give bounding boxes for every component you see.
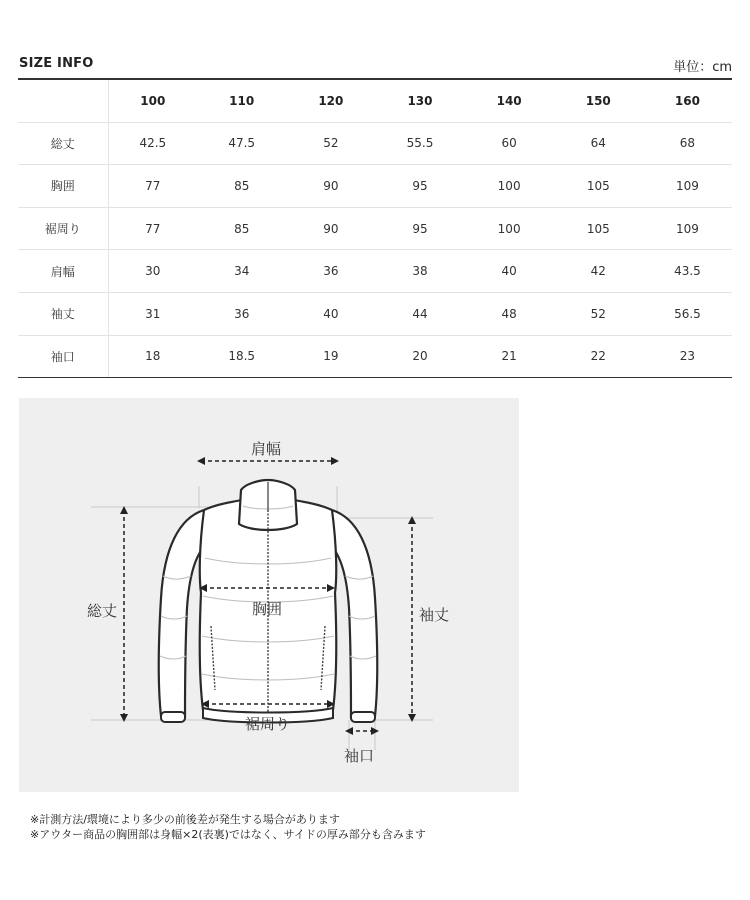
table-cell: 40	[465, 250, 554, 293]
table-cell: 40	[286, 292, 375, 335]
table-cell: 48	[465, 292, 554, 335]
table-cell: 19	[286, 335, 375, 378]
table-cell: 47.5	[197, 122, 286, 165]
table-cell: 100	[465, 207, 554, 250]
table-row	[18, 207, 732, 250]
size-header-row	[18, 79, 732, 122]
table-cell: 109	[643, 207, 732, 250]
note-line: ※計測方法/環境により多少の前後差が発生する場合があります	[30, 813, 340, 826]
table-cell: 18	[108, 335, 197, 378]
table-cell: 36	[286, 250, 375, 293]
size-col-header: 160	[643, 79, 732, 122]
table-cell: 44	[375, 292, 464, 335]
table-cell: 23	[643, 335, 732, 378]
table-cell: 55.5	[375, 122, 464, 165]
row-label: 総丈	[18, 122, 108, 165]
row-label: 肩幅	[18, 250, 108, 293]
table-cell: 95	[375, 207, 464, 250]
note-line: ※アウター商品の胸囲部は身幅×2(表裏)ではなく、サイドの厚み部分も含みます	[30, 828, 426, 841]
table-cell: 90	[286, 207, 375, 250]
size-info-title: SIZE INFO	[19, 56, 94, 71]
size-col-header: 120	[286, 79, 375, 122]
table-row	[18, 165, 732, 208]
table-cell: 68	[643, 122, 732, 165]
table-cell: 77	[108, 207, 197, 250]
table-cell: 21	[465, 335, 554, 378]
unit-label: 単位：cm	[673, 60, 732, 75]
table-cell: 85	[197, 207, 286, 250]
table-row	[18, 335, 732, 378]
row-label: 胸囲	[18, 165, 108, 208]
table-cell: 38	[375, 250, 464, 293]
table-row	[18, 292, 732, 335]
sleeve-label: 袖丈	[419, 606, 450, 624]
hem-label: 裾周り	[245, 715, 291, 733]
table-cell: 77	[108, 165, 197, 208]
cuff-label: 袖口	[344, 747, 375, 765]
shoulder-label: 肩幅	[251, 440, 282, 458]
table-cell: 56.5	[643, 292, 732, 335]
row-label: 袖丈	[18, 292, 108, 335]
table-cell: 20	[375, 335, 464, 378]
table-cell: 52	[286, 122, 375, 165]
table-cell: 105	[554, 207, 643, 250]
table-cell: 64	[554, 122, 643, 165]
table-cell: 105	[554, 165, 643, 208]
table-cell: 42	[554, 250, 643, 293]
table-cell: 31	[108, 292, 197, 335]
table-cell: 100	[465, 165, 554, 208]
table-row	[18, 250, 732, 293]
table-row	[18, 122, 732, 165]
table-cell: 95	[375, 165, 464, 208]
size-col-header: 100	[108, 79, 197, 122]
row-label: 袖口	[18, 335, 108, 378]
chest-label: 胸囲	[252, 600, 283, 618]
table-cell: 60	[465, 122, 554, 165]
table-cell: 52	[554, 292, 643, 335]
notes	[30, 812, 426, 842]
row-label: 裾周り	[18, 207, 108, 250]
size-table	[18, 78, 732, 378]
table-cell: 109	[643, 165, 732, 208]
size-col-header: 140	[465, 79, 554, 122]
size-col-header: 150	[554, 79, 643, 122]
table-cell: 43.5	[643, 250, 732, 293]
size-col-header: 110	[197, 79, 286, 122]
table-cell: 42.5	[108, 122, 197, 165]
table-cell: 30	[108, 250, 197, 293]
table-cell: 90	[286, 165, 375, 208]
table-cell: 22	[554, 335, 643, 378]
table-cell: 34	[197, 250, 286, 293]
length-label: 総丈	[87, 602, 118, 620]
table-cell: 36	[197, 292, 286, 335]
measurement-diagram	[19, 398, 519, 792]
table-cell: 85	[197, 165, 286, 208]
corner-cell	[18, 79, 108, 122]
size-col-header: 130	[375, 79, 464, 122]
table-cell: 18.5	[197, 335, 286, 378]
